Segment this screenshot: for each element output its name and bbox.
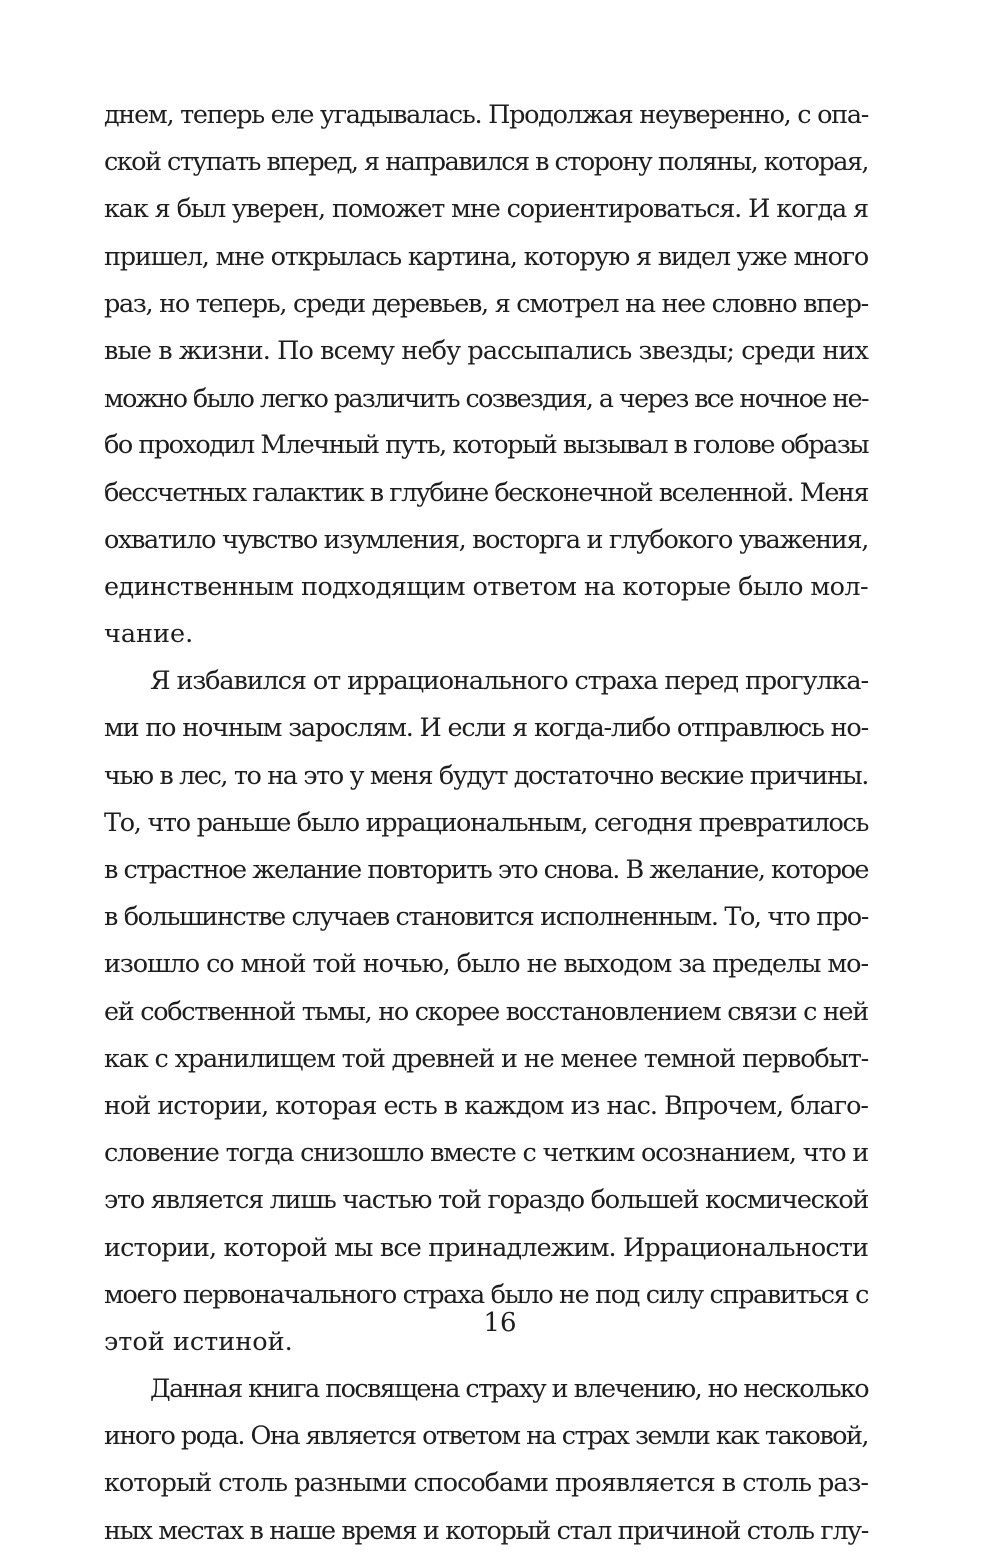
text-line: ных местах в наше время и который стал причиной столь глу-: [104, 1515, 868, 1546]
text-line: словение тогда снизошло вместе с четким осознанием, что и: [104, 1138, 869, 1169]
text-line: ми по ночным зарослям. И если я когда-либо отправлюсь но-: [104, 713, 868, 744]
text-line: бессчетных галактик в глубине бесконечной вселенной. Меня: [104, 477, 868, 508]
text-line: моего первоначального страха было не под силу справиться с: [104, 1279, 869, 1310]
text-line: как с хранилищем той древней и не менее темной первобыт-: [104, 1043, 869, 1074]
text-line: раз, но теперь, среди деревьев, я смотрел на нее словно впер-: [104, 288, 868, 319]
text-line: в страстное желание повторить это снова. В желание, которое: [104, 855, 868, 885]
text-line: единственным подходящим ответом на которые было мол-: [104, 571, 868, 602]
text-line: иного рода. Она является ответом на страх земли как таковой,: [104, 1421, 868, 1452]
text-line: истории, которой мы все принадлежим. Иррациональности: [104, 1232, 869, 1263]
text-line: ной истории, которая есть в каждом из нас. Впрочем, благо-: [104, 1090, 868, 1121]
text-line: Данная книга посвящена страху и влечению, но несколько: [150, 1374, 868, 1405]
text-line: вые в жизни. По всему небу рассыпались звезды; среди них: [104, 335, 868, 366]
paragraph-1: [104, 92, 868, 658]
text-line: ей собственной тьмы, но скорее восстановлением связи с ней: [104, 996, 868, 1027]
text-line: можно было легко различить созвездия, а через все ночное не-: [104, 383, 868, 414]
text-line: ской ступать вперед, я направился в сторону поляны, которая,: [104, 147, 868, 178]
text-line: как я был уверен, поможет мне сориентироваться. И когда я: [104, 194, 868, 225]
text-line: чью в лес, то на это у меня будут достаточно веские причины.: [104, 760, 868, 791]
text-line: чание.: [104, 619, 194, 650]
text-line: То, что раньше было иррациональным, сегодня превратилось: [104, 807, 869, 838]
text-line: изошло со мной той ночью, было не выходом за пределы мо-: [104, 949, 868, 980]
paragraph-2: [104, 658, 868, 1366]
paragraph-3: [104, 1366, 868, 1555]
text-line: в большинстве случаев становится исполненным. То, что про-: [104, 902, 868, 933]
text-line: бо проходил Млечный путь, который вызывал в голове образы: [104, 430, 869, 461]
text-line: это является лишь частью той гораздо большей космической: [104, 1185, 869, 1216]
text-line: Я избавился от иррационального страха перед прогулка-: [150, 666, 868, 697]
page-number: 16: [483, 1308, 517, 1338]
text-line: который столь разными способами проявляется в столь раз-: [104, 1468, 868, 1499]
text-line: этой истиной.: [104, 1326, 293, 1357]
text-line: пришел, мне открылась картина, которую я видел уже много: [104, 241, 868, 272]
text-line: днем, теперь еле угадывалась. Продолжая неуверенно, с опа-: [104, 100, 869, 130]
text-line: охватило чувство изумления, восторга и глубокого уважения,: [104, 524, 868, 555]
